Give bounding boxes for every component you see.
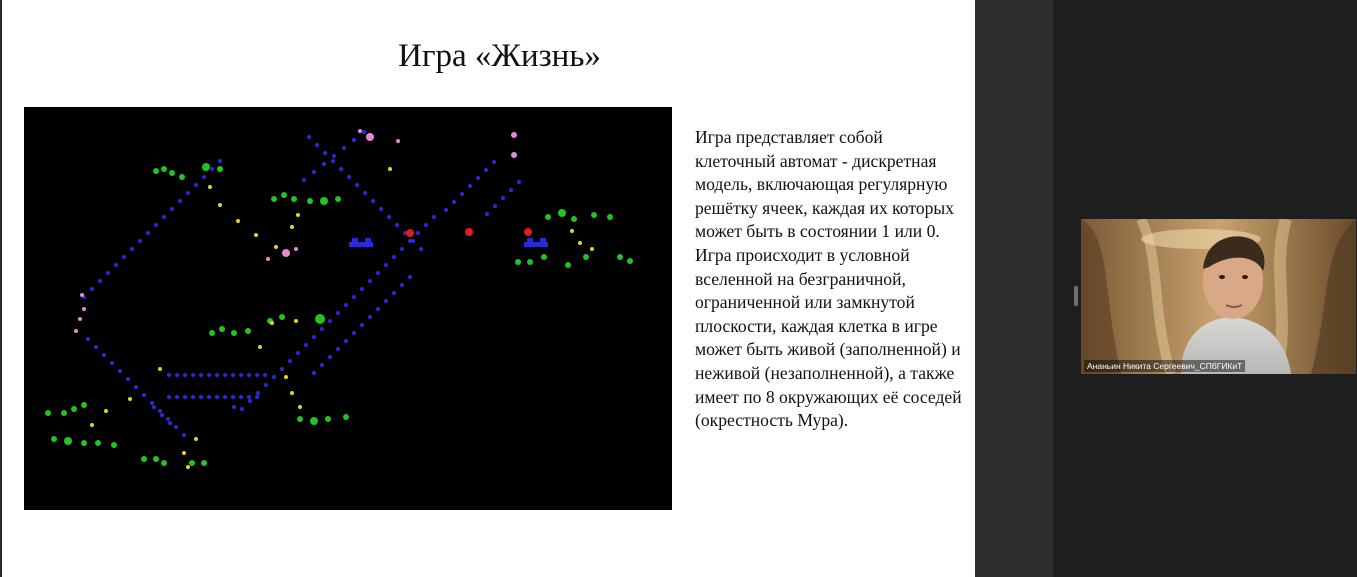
slide-body-text: Игра представляет собой клеточный автомат - дискретная модель, включающая регулярную решётку ячеек, каждая их которых может быть в состоянии 1 или 0. Игра происходит в условной вселенной на безграничной, ограниченной или замкнутой плоскости, каждая клетка в игре может быть живой (заполненной) и неживой (незаполненной), а также имеет по 8 окружающих её соседей (окрестность Мура). — [695, 127, 962, 431]
panel-resize-handle[interactable] — [1074, 286, 1078, 306]
webcam-feed — [1081, 219, 1356, 374]
participant-name-label: Ананьин Никита Сергеевич_СПбГИКиТ — [1084, 360, 1245, 372]
participant-video[interactable] — [1081, 219, 1356, 374]
slide-title: Игра «Жизнь» — [398, 38, 601, 74]
game-of-life-image — [24, 107, 672, 510]
sidebar-gutter — [975, 0, 1053, 577]
game-of-life-pattern — [24, 107, 672, 510]
